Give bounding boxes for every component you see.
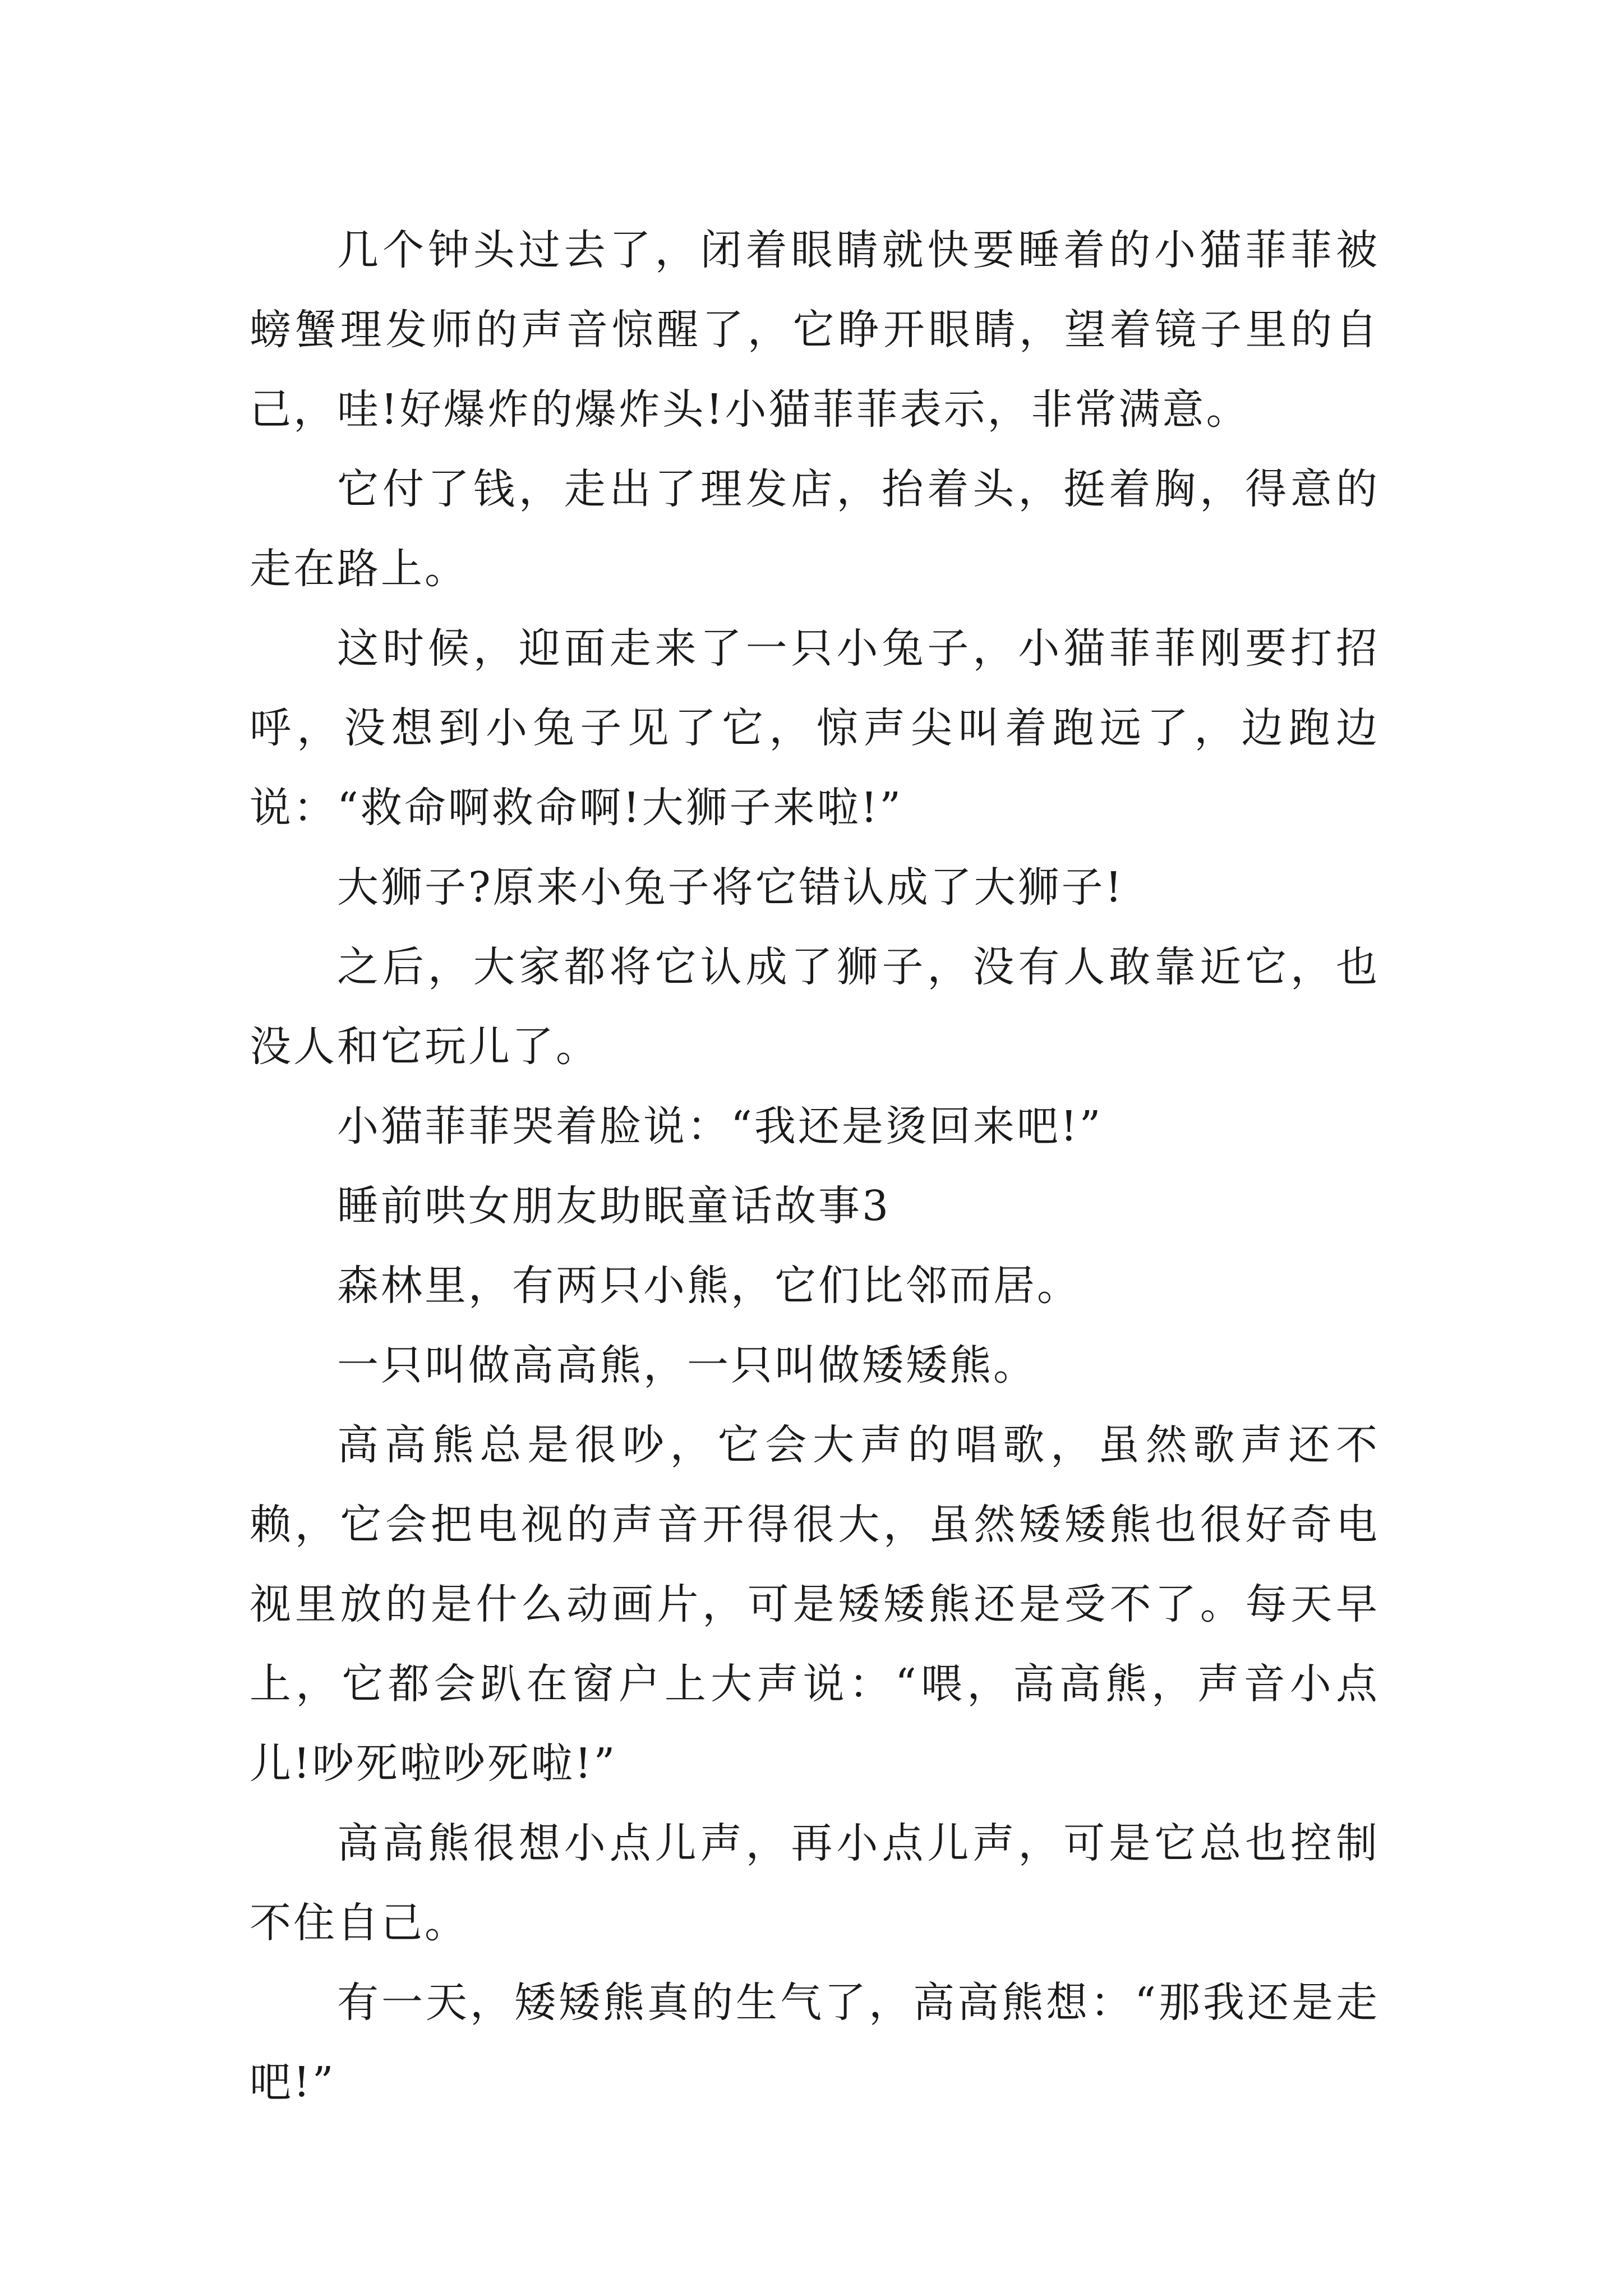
paragraph: 大狮子?原来小兔子将它错认成了大狮子! [337, 863, 1124, 912]
paragraph: 小猫菲菲哭着脸说：“我还是烫回来吧!” [337, 1102, 1103, 1151]
paragraph: 一只叫做高高熊，一只叫做矮矮熊。 [337, 1341, 1037, 1389]
paragraph: 高高熊很想小点儿声，再小点儿声，可是它总也控制不住自己。 [250, 1819, 1380, 1947]
paragraph: 几个钟头过去了，闭着眼睛就快要睡着的小猫菲菲被螃蟹理发师的声音惊醒了，它睁开眼睛，望着镜子里的自己，哇!好爆炸的爆炸头!小猫菲菲表示，非常满意。 [250, 226, 1380, 434]
paragraph: 它付了钱，走出了理发店，抬着头，挺着胸，得意的走在路上。 [250, 465, 1380, 593]
paragraph: 有一天，矮矮熊真的生气了，高高熊想：“那我还是走吧!” [250, 1978, 1380, 2106]
paragraph: 森林里，有两只小熊，它们比邻而居。 [337, 1262, 1081, 1310]
document-body [250, 210, 1380, 2122]
paragraph: 之后，大家都将它认成了狮子，没有人敢靠近它，也没人和它玩儿了。 [250, 943, 1380, 1071]
paragraph: 这时候，迎面走来了一只小兔子，小猫菲菲刚要打招呼，没想到小兔子见了它，惊声尖叫着跑远了，边跑边说：“救命啊救命啊!大狮子来啦!” [250, 624, 1380, 832]
paragraph: 高高熊总是很吵，它会大声的唱歌，虽然歌声还不赖，它会把电视的声音开得很大，虽然矮矮熊也很好奇电视里放的是什么动画片，可是矮矮熊还是受不了。每天早上，它都会趴在窗户上大声说：“喂，高高熊，声音小点儿!吵死啦吵死啦!” [250, 1421, 1380, 1788]
section-heading: 睡前哄女朋友助眠童话故事3 [337, 1182, 891, 1230]
